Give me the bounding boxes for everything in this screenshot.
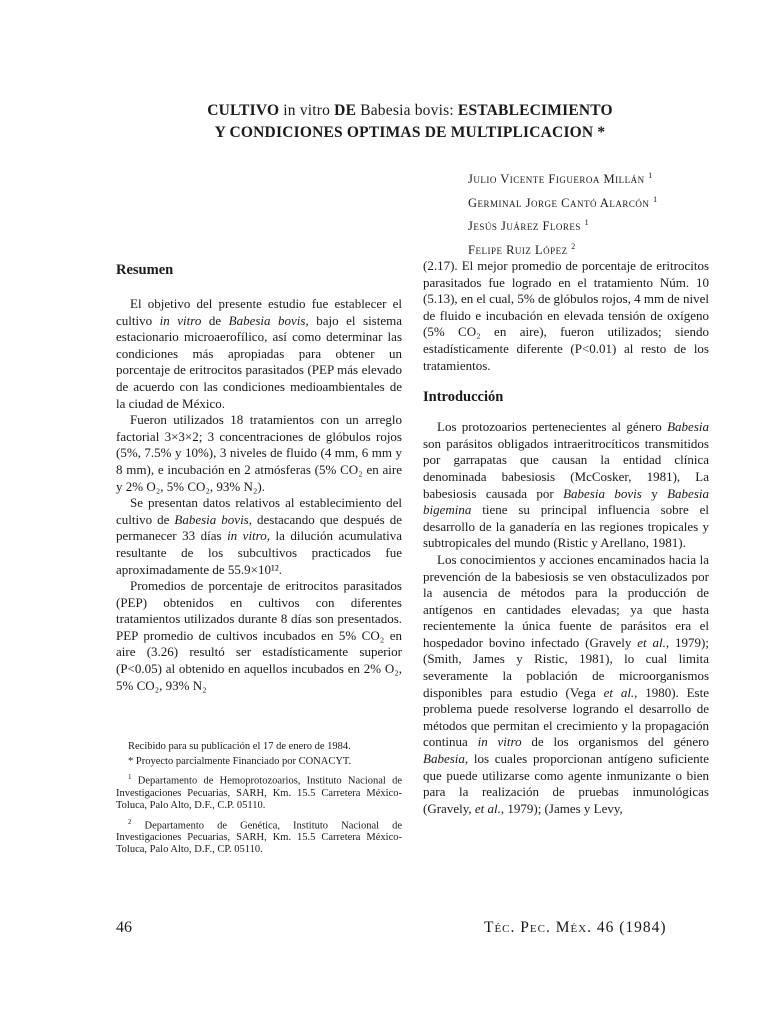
page-number: 46 <box>116 919 132 936</box>
author-3 <box>468 213 658 237</box>
title-line-1 <box>150 100 670 122</box>
author-name: Jesús Juárez Flores <box>468 219 581 234</box>
footnote-affiliation-2: $^2$ Departamento de Genética, Instituto Nacional de Investigaciones Pecuarias, SARH, Km. 15.5 Carretera México-Toluca, Palo Alto, D.F., CP. 05110. <box>116 817 402 856</box>
resumen-heading: Resumen <box>116 262 174 278</box>
introduccion-paragraph-2: Los conocimientos y acciones encaminados hacia la prevención de la babesiosis se ven obstaculizados por la ausencia de métodos para la producción de antígenos en cantidades elevadas; ya que hasta recientemente la única fuente de parásitos era el hospedador bovino infectado (Gravely et al., 1979); (Smith, James y Ristic, 1981), lo cual limita severamente la población de microorganismos disponibles para estudio (Vega et al., 1980). Este problema puede resolverse logrando el desarrollo de métodos que permitan el crecimiento y la propagación continua in vitro de los organismos del género Babesia, los cuales proporcionan antígeno suficiente que puede utilizarse como agente inmunizante o bien para la realización de pruebas inmunológicas (Gravely, et al., 1979); (James y Levy, <box>423 551 710 816</box>
title-word-in-vitro: in vitro <box>283 102 331 119</box>
title-word-establecimiento: ESTABLECIMIENTO <box>457 102 613 119</box>
introduccion-heading: Introducción <box>423 389 504 406</box>
footnote-affiliation-1: $^1$ Departamento de Hemoprotozoarios, Instituto Nacional de Investigaciones Pecuarias, SARH, Km. 15.5 Carretera México-Toluca, Palo Alto, D.F., C.P. 05110. <box>116 773 402 812</box>
title-line-2: Y CONDICIONES OPTIMAS DE MULTIPLICACION * <box>214 124 606 141</box>
resumen-paragraph-3: Se presentan datos relativos al establecimiento del cultivo de Babesia bovis, destacando que después de permanecer 33 días in vitro, la dilución acumulativa resultante de los subcultivos practicados fue aproximadamente de 55.9×10¹². <box>116 495 403 577</box>
author-affiliation-mark: 1 <box>648 171 653 180</box>
resumen-paragraph-2: Fueron utilizados 18 tratamientos con un arreglo factorial 3×3×2; 3 concentraciones de glóbulos rojos (5%, 7.5% y 10%), 3 niveles de fluido (4 mm, 6 mm y 8 mm), e incubación en 2 atmósferas (5% CO₂ en aire y 2% O₂, 5% CO₂, 93% N₂). <box>116 412 402 494</box>
right-column <box>423 258 709 817</box>
author-1 <box>468 166 658 190</box>
title-word-babesia-bovis: Babesia bovis: <box>360 102 454 119</box>
author-name: Germinal Jorge Cantó Alarcón <box>468 195 650 210</box>
author-list <box>468 166 658 261</box>
resumen-paragraph-4-continued: (2.17). El mejor promedio de porcentaje de eritrocitos parasitados fue logrado en el tratamiento Núm. 10 (5.13), en el cual, 5% de glóbulos rojos, 4 mm de nivel de fluido e incubación en elevada tensión de oxígeno (5% CO₂ en aire), fueron utilizados; siendo estadísticamente diferente (P<0.01) al resto de los tratamientos. <box>423 258 709 373</box>
title-word-de: DE <box>334 102 357 119</box>
resumen-paragraph-4: Promedios de porcentaje de eritrocitos parasitados (PEP) obtenidos en cultivos con diferentes tratamientos utilizados durante 8 días son presentados. PEP promedio de cultivos incubados en 5% CO₂ en aire (3.26) resultó ser estadísticamente superior (P<0.05) al obtenido en aquellos incubados en 2% O₂, 5% CO₂, 93% N₂ <box>116 578 402 693</box>
title-word-cultivo: CULTIVO <box>207 102 280 119</box>
footnote-received: Recibido para su publicación el 17 de enero de 1984. <box>128 741 351 752</box>
footnote-funding: * Proyecto parcialmente Financiado por CONACYT. <box>128 756 352 768</box>
left-column <box>116 258 402 694</box>
author-2 <box>468 190 658 214</box>
article-title <box>150 100 670 144</box>
footnotes <box>116 741 402 860</box>
introduccion-paragraph-1: Los protozoarios pertenecientes al género Babesia son parásitos obligados intraeritrocíticos transmitidos por garrapatas que causan la entidad clínica denominada babesiosis (McCosker, 1981), La babesiosis causada por Babesia bovis y Babesia bigemina tiene su principal influencia sobre el desarrollo de la ganadería en las regiones tropicales y subtropicales del mundo (Ristic y Arellano, 1981). <box>423 419 709 551</box>
author-affiliation-mark: 2 <box>571 241 576 251</box>
resumen-paragraph-1: El objetivo del presente estudio fue establecer el cultivo in vitro de Babesia bovis, bajo el sistema estacionario microaerofílico, así como determinar las condiciones más apropiadas para obtener un porcentaje de eritrocitos parasitados (PEP más elevado de acuerdo con las condiciones medioambientales de la ciudad de México. <box>116 296 403 411</box>
journal-citation: Téc. Pec. Méx. 46 (1984) <box>484 919 667 936</box>
author-affiliation-mark: 1 <box>584 218 590 228</box>
author-affiliation-mark: 1 <box>653 194 658 204</box>
author-name: Felipe Ruiz López <box>468 243 568 258</box>
author-name: Julio Vicente Figueroa Millán <box>468 172 645 187</box>
